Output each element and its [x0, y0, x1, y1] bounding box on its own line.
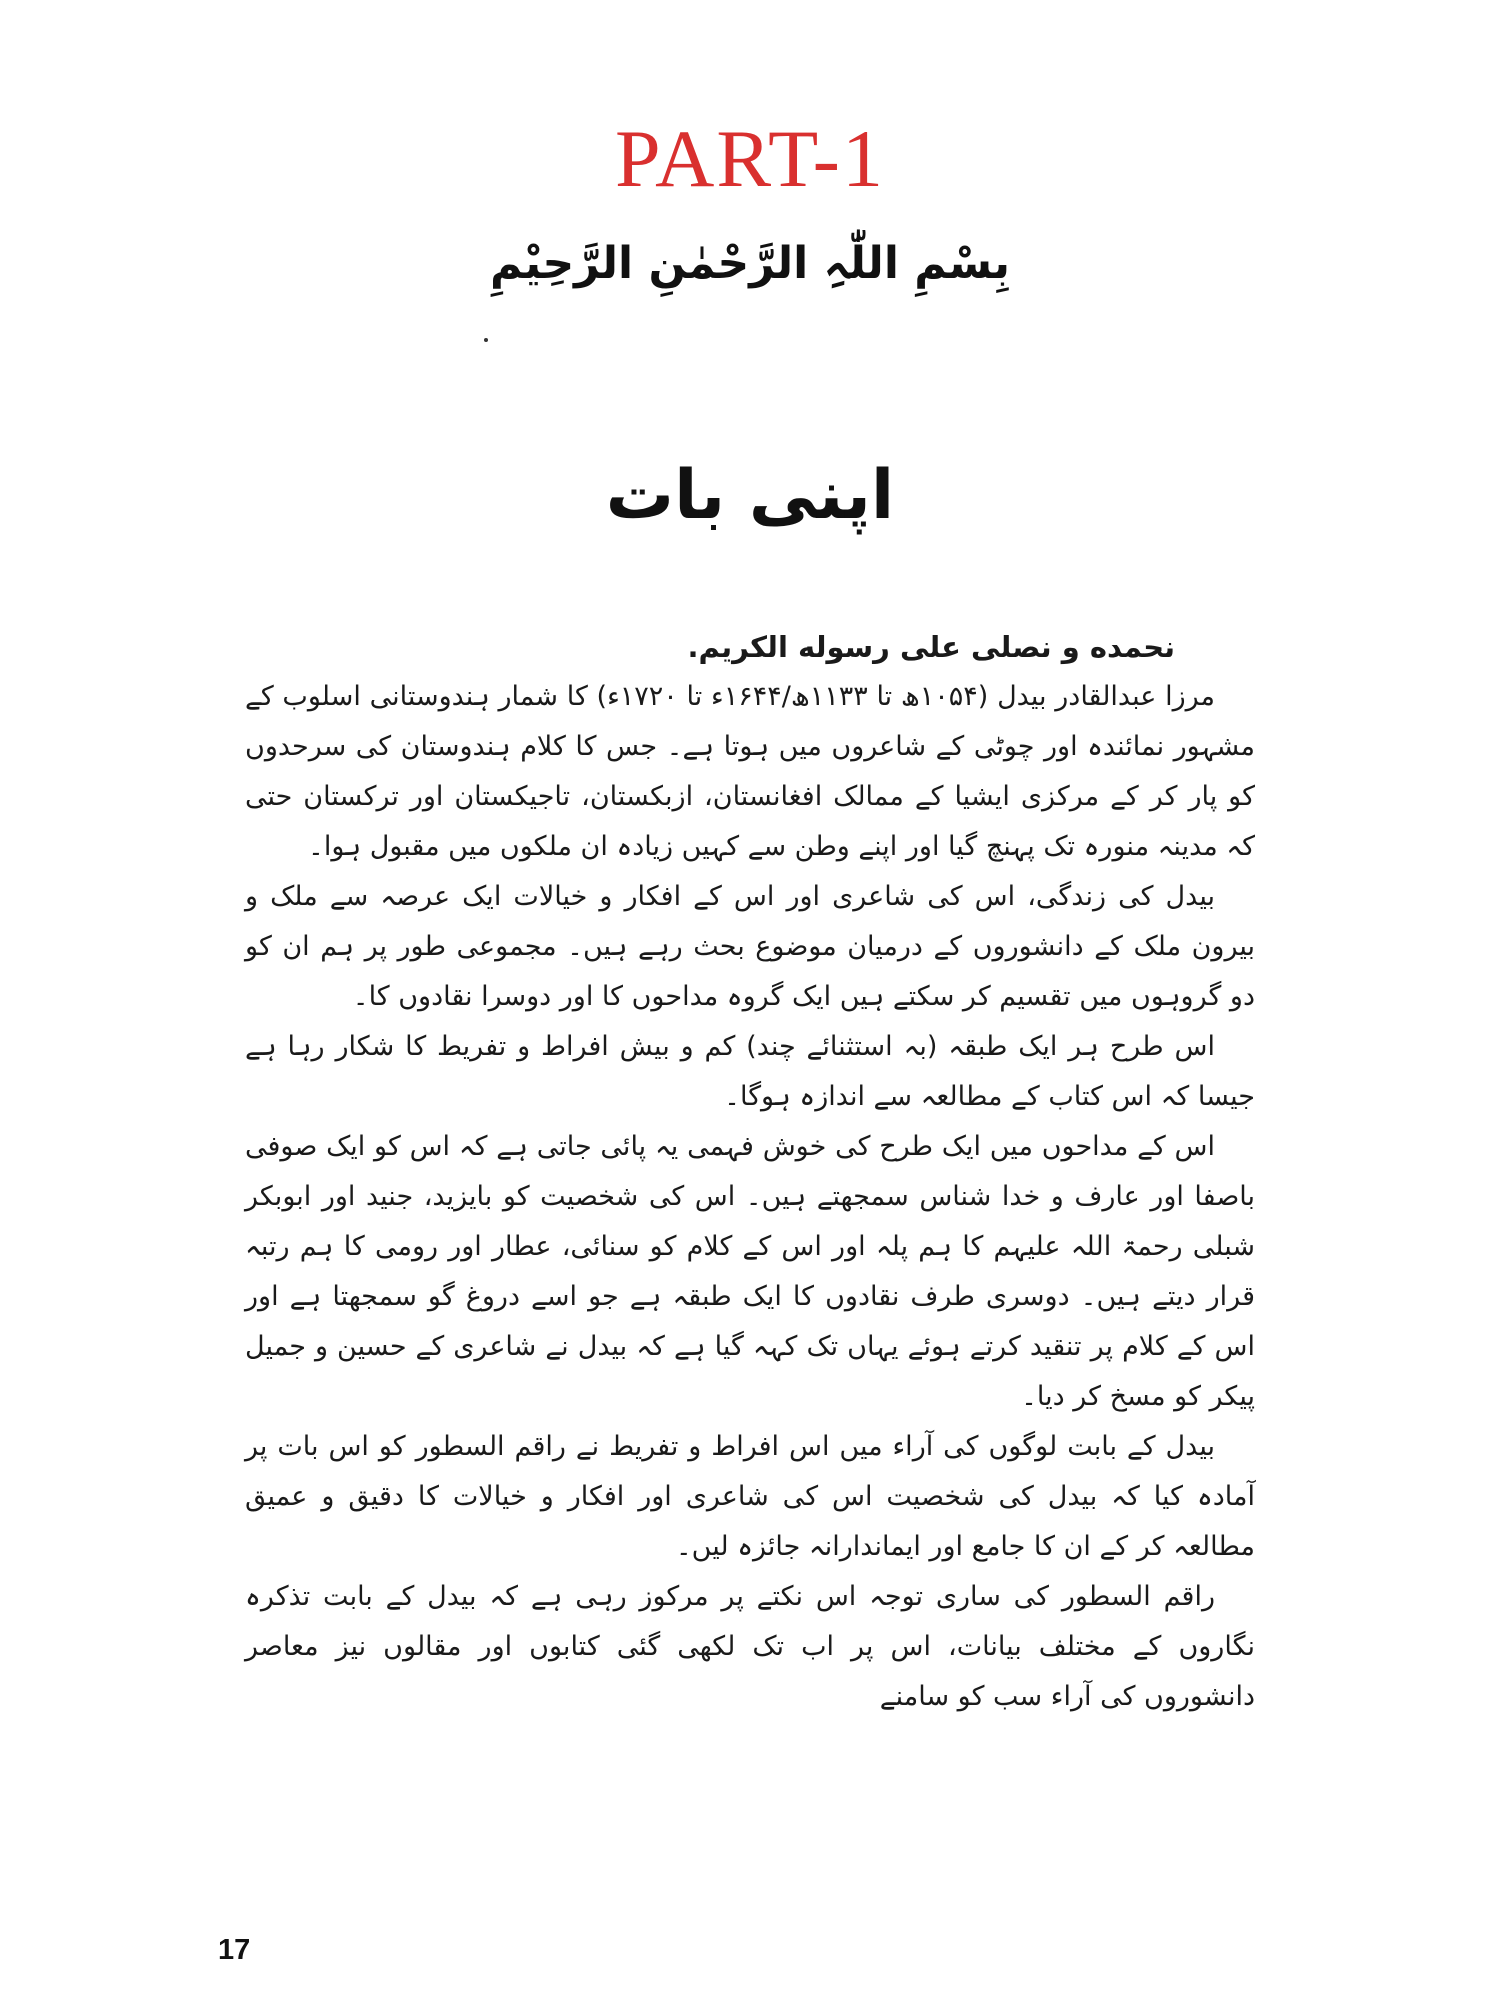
chapter-heading: اپنی بات: [605, 456, 895, 535]
body-text: [245, 622, 1255, 1722]
paragraph-2: بیدل کی زندگی، اس کی شاعری اور اس کے افکار و خیالات ایک عرصہ سے ملک و بیرون ملک کے دانشوروں کے درمیان موضوع بحث رہے ہیں۔ مجموعی طور پر ہم ان کو دو گروہوں میں تقسیم کر سکتے ہیں ایک گروہ مداحوں کا اور دوسرا نقادوں کا۔: [245, 881, 1255, 1012]
paragraph-1: مرزا عبدالقادر بیدل (۱۰۵۴ھ تا ۱۱۳۳ھ/۱۶۴۴ء تا ۱۷۲۰ء) کا شمار ہندوستانی اسلوب کے مشہور نمائندہ اور چوٹی کے شاعروں میں ہوتا ہے۔ جس کا کلام ہندوستان کی سرحدوں کو پار کر کے مرکزی ایشیا کے ممالک افغانستان، ازبکستان، تاجیکستان اور ترکستان حتی کہ مدینہ منورہ تک پہنچ گیا اور اپنے وطن سے کہیں زیادہ ان ملکوں میں مقبول ہوا۔: [245, 681, 1255, 862]
paragraph-6: راقم السطور کی ساری توجہ اس نکتے پر مرکوز رہی ہے کہ بیدل کے بابت تذکرہ نگاروں کے مختلف بیانات، اس پر اب تک لکھی گئی کتابوں اور مقالوں نیز معاصر دانشوروں کی آراء سب کو سامنے: [245, 1581, 1255, 1712]
page-number: 17: [218, 1934, 251, 1966]
paragraph-5: بیدل کے بابت لوگوں کی آراء میں اس افراط و تفریط نے راقم السطور کو اس بات پر آمادہ کیا کہ بیدل کی شخصیت اس کی شاعری اور افکار و خیالات کا دقیق و عمیق مطالعہ کر کے ان کا جامع اور ایماندارانہ جائزہ لیں۔: [245, 1431, 1255, 1562]
stray-dot-mark: [484, 338, 488, 342]
paragraph-4: اس کے مداحوں میں ایک طرح کی خوش فہمی یہ پائی جاتی ہے کہ اس کو ایک صوفی باصفا اور عارف و خدا شناس سمجھتے ہیں۔ اس کی شخصیت کو بایزید، جنید اور ابوبکر شبلی رحمۃ اللہ علیہم کا ہم پلہ اور اس کے کلام کو سنائی، عطار اور رومی کا ہم رتبہ قرار دیتے ہیں۔ دوسری طرف نقادوں کا ایک طبقہ ہے جو اسے دروغ گو سمجھتا ہے اور اس کے کلام پر تنقید کرتے ہوئے یہاں تک کہہ گیا ہے کہ بیدل نے شاعری کے حسین و جمیل پیکر کو مسخ کر دیا۔: [245, 1131, 1255, 1412]
opening-line: نحمده و نصلی علی رسوله الکریم.: [687, 630, 1175, 664]
bismillah-calligraphy: بِسْمِ اللّٰہِ الرَّحْمٰنِ الرَّحِیْمِ: [489, 238, 1011, 289]
paragraph-3: اس طرح ہر ایک طبقہ (بہ استثنائے چند) کم و بیش افراط و تفریط کا شکار رہا ہے جیسا کہ اس کتاب کے مطالعہ سے اندازہ ہوگا۔: [245, 1031, 1255, 1112]
part-title: PART-1: [615, 113, 885, 204]
